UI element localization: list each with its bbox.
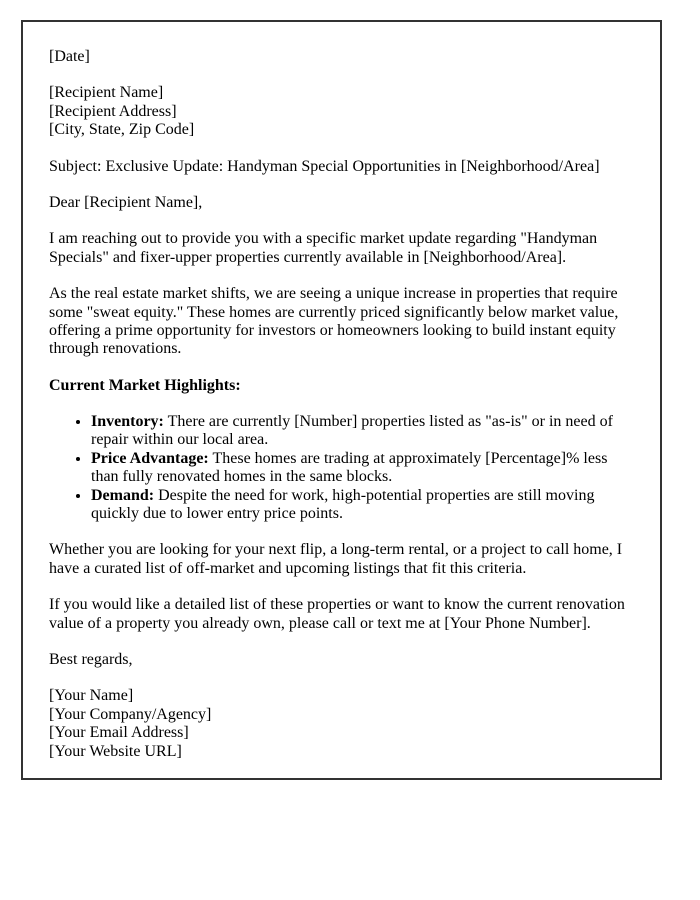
paragraph-next-steps: Whether you are looking for your next flip, a long-term rental, or a project to call home, I have a curated list of off-market and upcoming listings that fit this criteria. (49, 541, 623, 577)
signature-website: [Your Website URL] (49, 742, 182, 760)
signature-company: [Your Company/Agency] (49, 705, 212, 723)
bullet-label: Price Advantage: (91, 449, 209, 467)
recipient-city-state-zip: [City, State, Zip Code] (49, 121, 195, 139)
list-item-demand (91, 487, 634, 524)
salutation: Dear [Recipient Name], (49, 193, 203, 211)
bullet-text: Despite the need for work, high-potential properties are still moving quickly due to lower entry price points. (91, 486, 595, 523)
list-item-price-advantage (91, 450, 634, 487)
bullet-label: Inventory: (91, 413, 164, 431)
signature-name: [Your Name] (49, 687, 134, 705)
recipient-address: [Recipient Address] (49, 102, 177, 120)
recipient-block (49, 84, 634, 139)
paragraph-intro: I am reaching out to provide you with a specific market update regarding "Handyman Specials" and fixer-upper properties currently available in [Neighborhood/Area]. (49, 230, 598, 266)
subject-line: Subject: Exclusive Update: Handyman Special Opportunities in [Neighborhood/Area] (49, 157, 600, 175)
highlights-list (49, 413, 634, 523)
bullet-text: These homes are trading at approximately [Percentage]% less than fully renovated homes in the same blocks. (91, 449, 608, 486)
list-item-inventory (91, 413, 634, 450)
signature-email: [Your Email Address] (49, 724, 189, 742)
signoff: Best regards, (49, 650, 133, 668)
highlights-heading: Current Market Highlights: (49, 376, 241, 394)
bullet-text: There are currently [Number] properties listed as "as-is" or in need of repair within our local area. (91, 413, 613, 449)
date-line: [Date] (49, 48, 90, 65)
bullet-label: Demand: (91, 486, 155, 504)
recipient-name: [Recipient Name] (49, 84, 164, 102)
letter-document (21, 20, 662, 780)
paragraph-cta: If you would like a detailed list of these properties or want to know the current renovation value of a property you already own, please call or text me at [Your Phone Number]. (49, 596, 625, 632)
signature-block (49, 687, 634, 761)
paragraph-market-shift: As the real estate market shifts, we are seeing a unique increase in properties that require some "sweat equity." These homes are currently priced significantly below market value, offering a prime opportunity for investors or homeowners looking to build instant equity through renovations. (49, 285, 619, 358)
